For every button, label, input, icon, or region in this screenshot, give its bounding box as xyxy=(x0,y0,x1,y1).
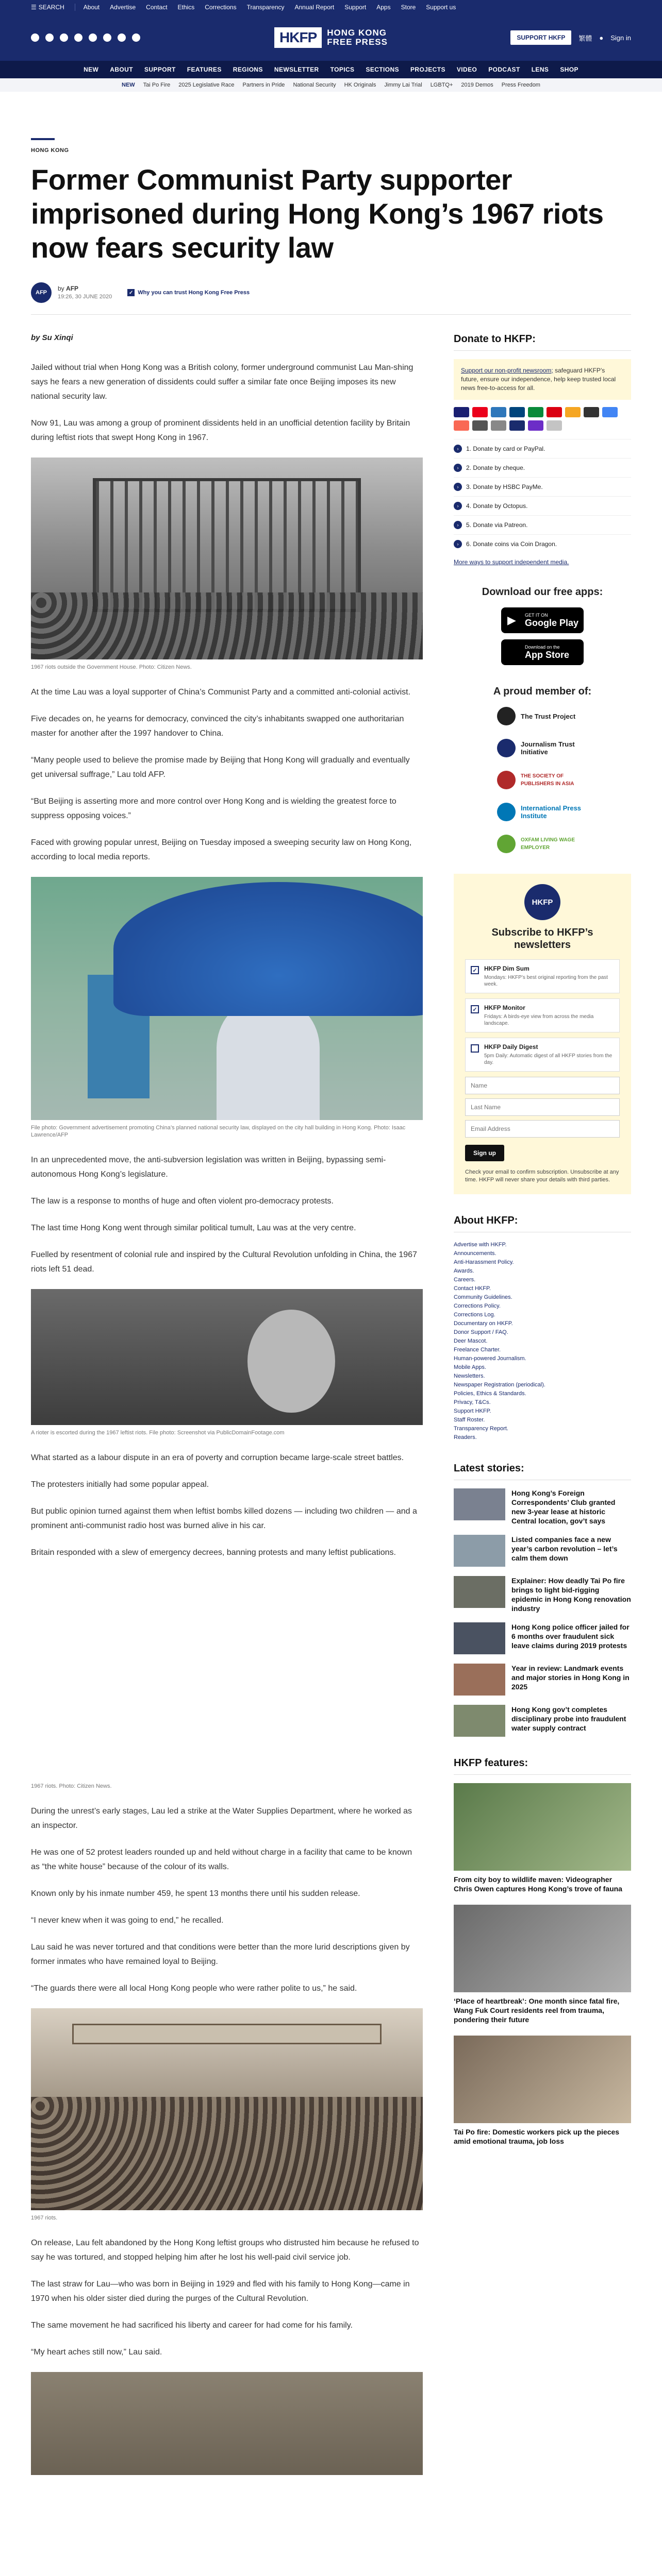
arrow-right-icon: › xyxy=(454,445,462,453)
about-link[interactable]: Transparency Report. xyxy=(454,1426,508,1432)
donate-title: Donate to HKFP: xyxy=(454,333,631,351)
rioter-escorted-photo xyxy=(31,1289,423,1425)
latest-story[interactable]: Hong Kong gov’t completes disciplinary probe into fraudulent water supply contract xyxy=(454,1705,631,1737)
features-widget xyxy=(454,1757,631,2146)
arrow-right-icon: › xyxy=(454,483,462,491)
twitter-icon[interactable] xyxy=(45,33,54,42)
nav-item-sections[interactable]: SECTIONS xyxy=(366,66,399,73)
story-thumbnail xyxy=(454,1576,505,1608)
topbar-link-contact[interactable]: Contact xyxy=(146,4,168,11)
donate-option[interactable]: › 5. Donate via Patreon. xyxy=(454,515,631,534)
apple-pay-icon xyxy=(584,407,599,417)
feature-story[interactable]: From city boy to wildlife maven: Videographer Chris Owen captures Hong Kong’s trove of fauna xyxy=(454,1783,631,1893)
figure xyxy=(31,877,423,1139)
topbar-link-about[interactable]: About xyxy=(83,4,100,11)
nav-item-regions[interactable]: REGIONS xyxy=(233,66,263,73)
photo-caption: 1967 riots. Photo: Citizen News. xyxy=(31,1783,112,1789)
newsletter-option-monitor[interactable]: ✓ HKFP Monitor Fridays: A birds-eye view from across the media landscape. xyxy=(465,998,620,1032)
language-switch[interactable]: 繁體 xyxy=(578,34,592,42)
paragraph: “I never knew when it was going to end,” he recalled. xyxy=(31,1916,224,1925)
newsletter-option-dim-sum[interactable]: ✓ HKFP Dim Sum Mondays: HKFP’s best original reporting from the past week. xyxy=(465,959,620,993)
figure xyxy=(31,2008,423,2222)
donate-options xyxy=(454,439,631,553)
subnav-item[interactable]: Tai Po Fire xyxy=(143,82,171,88)
trust-project-logo[interactable]: The Trust Project xyxy=(454,707,631,725)
nav-item-shop[interactable]: SHOP xyxy=(560,66,578,73)
about-link[interactable]: Anti-Harassment Policy. xyxy=(454,1259,514,1265)
patreon-icon xyxy=(454,420,469,431)
play-icon: ▶ xyxy=(507,614,516,626)
paragraph: At the time Lau was a loyal supporter of China’s Communist Party and a committed anti-colonial activist. xyxy=(31,688,411,697)
trust-link[interactable]: ✓ Why you can trust Hong Kong Free Press xyxy=(127,289,250,296)
topbar-link-advertise[interactable]: Advertise xyxy=(110,4,136,11)
site-logo[interactable] xyxy=(274,27,388,48)
paypal-icon xyxy=(509,407,525,417)
search-link[interactable]: ☰ SEARCH xyxy=(31,4,64,11)
newsletter-title: Subscribe to HKFP’s newsletters xyxy=(491,927,593,951)
membership-widget xyxy=(454,686,631,853)
subnav-item[interactable]: 2019 Demos xyxy=(461,82,493,88)
photo-caption: A rioter is escorted during the 1967 leftist riots. File photo: Screenshot via PublicDomainFootage.com xyxy=(31,1430,285,1436)
nav-item-projects[interactable]: PROJECTS xyxy=(410,66,445,73)
latest-story[interactable]: Hong Kong’s Foreign Correspondents’ Club granted new 3-year lease at historic Central location, gov’t says xyxy=(454,1488,631,1526)
topbar-link-ethics[interactable]: Ethics xyxy=(177,4,195,11)
sopa-logo[interactable]: THE SOCIETY OF PUBLISHERS IN ASIA xyxy=(454,771,631,789)
donate-option[interactable]: › 6. Donate coins via Coin Dragon. xyxy=(454,534,631,553)
about-link[interactable]: Freelance Charter. xyxy=(454,1347,501,1353)
accent-rule xyxy=(31,138,55,140)
topbar-link-annual-report[interactable]: Annual Report xyxy=(294,4,335,11)
latest-story[interactable]: Hong Kong police officer jailed for 6 months over fraudulent sick leave claims during 2019 protests xyxy=(454,1622,631,1654)
checkbox-checked[interactable]: ✓ xyxy=(471,966,479,974)
instagram-icon[interactable] xyxy=(60,33,68,42)
about-link[interactable]: Newspaper Registration (periodical). xyxy=(454,1382,545,1388)
about-link[interactable]: Mobile Apps. xyxy=(454,1364,486,1370)
more-ways-link[interactable]: More ways to support independent media. xyxy=(454,558,569,566)
subnav-item[interactable]: Partners in Pride xyxy=(242,82,285,88)
donate-text: safeguard HKFP’s future, ensure our independence, help keep trusted local news free-to-access for all. xyxy=(461,367,616,392)
paragraph: During the unrest’s early stages, Lau led a strike at the Water Supplies Department, where he worked as an inspector. xyxy=(31,1807,412,1830)
amex-icon xyxy=(491,407,506,417)
jcb-icon xyxy=(528,407,543,417)
paragraph: Fuelled by resentment of colonial rule and inspired by the Cultural Revolution unfolding in China, the 1967 riots left 51 dead. xyxy=(31,1250,417,1274)
nav-item-about[interactable]: ABOUT xyxy=(110,66,133,73)
unionpay-icon xyxy=(528,420,543,431)
author-line: by Su Xinqi xyxy=(31,333,73,342)
publish-date: 19:26, 30 JUNE 2020 xyxy=(58,294,112,300)
about-link[interactable]: Corrections Log. xyxy=(454,1312,495,1318)
cheque-icon xyxy=(472,420,488,431)
donate-option[interactable]: › 4. Donate by Octopus. xyxy=(454,496,631,515)
article-header xyxy=(0,138,662,303)
subnav-item[interactable]: 2025 Legislative Race xyxy=(178,82,235,88)
about-title: About HKFP: xyxy=(454,1215,631,1232)
paragraph: The last time Hong Kong went through similar political tumult, Lau was at the very centre. xyxy=(31,1224,356,1232)
about-widget xyxy=(454,1215,631,1442)
riot-crowd-photo xyxy=(31,2008,423,2210)
jti-logo[interactable]: Journalism Trust Initiative xyxy=(454,739,631,757)
subnav-label-new: NEW xyxy=(122,82,135,88)
hsbc-icon xyxy=(547,407,562,417)
about-link[interactable]: Awards. xyxy=(454,1268,474,1274)
category-kicker[interactable]: HONG KONG xyxy=(31,147,69,154)
sign-in-link[interactable]: Sign in xyxy=(610,33,631,42)
about-link[interactable]: Careers. xyxy=(454,1277,476,1283)
donate-option[interactable]: › 2. Donate by cheque. xyxy=(454,458,631,477)
photo-caption: 1967 riots. xyxy=(31,2215,58,2221)
site-header xyxy=(0,14,662,61)
hkfp-logo: HKFP xyxy=(524,884,560,920)
member-title: A proud member of: xyxy=(493,686,592,697)
checkbox[interactable] xyxy=(471,1044,479,1053)
figure xyxy=(31,457,423,671)
ipi-logo[interactable]: International Press Institute xyxy=(454,803,631,821)
agency-name[interactable]: AFP xyxy=(66,285,79,292)
donate-option[interactable]: › 1. Donate by card or PayPal. xyxy=(454,439,631,458)
app-store-button[interactable]: Download on the App Store xyxy=(501,639,584,665)
topbar-link-apps[interactable]: Apps xyxy=(376,4,391,11)
about-link[interactable]: Readers. xyxy=(454,1434,477,1440)
photo-caption: File photo: Government advertisement promoting China’s planned national security law, displayed on the city hall building in Hong Kong. Photo: Isaac Lawrence/AFP xyxy=(31,1125,406,1138)
donate-option[interactable]: › 3. Donate by HSBC PayMe. xyxy=(454,477,631,496)
sub-nav xyxy=(0,78,662,92)
about-link[interactable]: Human-powered Journalism. xyxy=(454,1355,526,1362)
topbar-link-store[interactable]: Store xyxy=(401,4,416,11)
nav-item-support[interactable]: SUPPORT xyxy=(144,66,176,73)
email-field[interactable] xyxy=(465,1120,620,1138)
newsletter-note: Check your email to confirm subscription. Unsubscribe at any time. HKFP will never share your details with third parties. xyxy=(465,1169,619,1183)
nav-item-video[interactable]: VIDEO xyxy=(456,66,477,73)
paragraph: “The guards there were all local Hong Kong people who were rather polite to us,” he said. xyxy=(31,1984,357,1993)
feature-story[interactable]: ‘Place of heartbreak’: One month since fatal fire, Wang Fuk Court residents reel from trauma, pondering their future xyxy=(454,1905,631,2024)
donate-link[interactable]: Support our non-profit newsroom; xyxy=(461,367,553,374)
telegram-icon[interactable] xyxy=(89,33,97,42)
support-button[interactable]: SUPPORT HKFP xyxy=(510,30,571,45)
paragraph: “Many people used to believe the promise made by Beijing that Hong Kong will gradually and eventually get universal suffrage,” Lau told AFP. xyxy=(31,756,410,779)
by-label: by xyxy=(58,285,64,292)
story-thumbnail xyxy=(454,1622,505,1654)
google-pay-icon xyxy=(602,407,618,417)
card-icon xyxy=(547,420,562,431)
payment-icons xyxy=(454,407,631,431)
divider xyxy=(31,314,631,315)
oxfam-logo[interactable]: OXFAM LIVING WAGE EMPLOYER xyxy=(454,835,631,853)
latest-widget xyxy=(454,1463,631,1737)
article-body xyxy=(31,333,423,2489)
about-link[interactable]: Documentary on HKFP. xyxy=(454,1320,513,1327)
facebook-icon[interactable] xyxy=(31,33,39,42)
riot-photo-government-house xyxy=(31,457,423,659)
about-link[interactable]: Announcements. xyxy=(454,1250,496,1257)
nav-item-new[interactable]: NEW xyxy=(84,66,99,73)
arrow-right-icon: › xyxy=(454,464,462,472)
arrow-right-icon: › xyxy=(454,502,462,510)
story-thumbnail xyxy=(454,1705,505,1737)
mail-icon[interactable] xyxy=(132,33,140,42)
story-thumbnail xyxy=(454,1488,505,1520)
apps-widget xyxy=(454,586,631,665)
paragraph: On release, Lau felt abandoned by the Hong Kong leftist groups who distrusted him because he refused to say he was tortured, and stopped helping him after he lost his well-paid civil service job. xyxy=(31,2239,419,2262)
subnav-item[interactable]: Press Freedom xyxy=(501,82,540,88)
about-links xyxy=(454,1241,631,1442)
feature-image xyxy=(454,1783,631,1871)
octopus-icon xyxy=(565,407,581,417)
paragraph: The last straw for Lau—who was born in Beijing in 1929 and fled with his family to Hong Kong—came in 1970 when his older sister died during the purges of the Cultural Revolution. xyxy=(31,2280,410,2303)
paragraph: The law is a response to months of huge and often violent pro-democracy protests. xyxy=(31,1197,334,1206)
search-icon: ☰ xyxy=(31,4,37,11)
subnav-item[interactable]: Jimmy Lai Trial xyxy=(384,82,422,88)
figure xyxy=(31,1572,423,1790)
paragraph: Now 91, Lau was among a group of prominent dissidents held in an unofficial detention facility by Britain during leftist riots that swept Hong Kong in 1967. xyxy=(31,419,410,442)
paragraph: The same movement he had sacrificed his liberty and career for had come for his family. xyxy=(31,2321,353,2330)
logo-wordmark: HONG KONG FREE PRESS xyxy=(327,28,388,47)
logo-mark: HKFP xyxy=(274,27,322,48)
about-link[interactable]: Newsletters. xyxy=(454,1373,485,1379)
paragraph: But public opinion turned against them when leftist bombs killed dozens — including two children — and a prominent anti-communist radio host was burned alive in his car. xyxy=(31,1507,417,1530)
paragraph: “My heart aches still now,” Lau said. xyxy=(31,2348,162,2357)
newsletter-option-daily-digest[interactable]: HKFP Daily Digest 5pm Daily: Automatic digest of all HKFP stories from the day. xyxy=(465,1038,620,1072)
latest-story[interactable]: Explainer: How deadly Tai Po fire brings to light bid-rigging epidemic in Hong Kong renovation industry xyxy=(454,1576,631,1613)
paragraph: Lau said he was never tortured and that conditions were better than the more lurid descriptions given by former inmates who have remained loyal to Beijing. xyxy=(31,1943,410,1966)
nav-item-lens[interactable]: LENS xyxy=(531,66,549,73)
figure xyxy=(31,2372,423,2475)
latest-story[interactable]: Year in review: Landmark events and major stories in Hong Kong in 2025 xyxy=(454,1664,631,1696)
nav-item-topics[interactable]: TOPICS xyxy=(330,66,355,73)
feature-story[interactable]: Tai Po fire: Domestic workers pick up the pieces amid emotional trauma, job loss xyxy=(454,2036,631,2146)
embedded-media-placeholder xyxy=(31,1572,423,1778)
about-link[interactable]: Advertise with HKFP. xyxy=(454,1242,507,1248)
nav-item-podcast[interactable]: PODCAST xyxy=(488,66,520,73)
subnav-item[interactable]: LGBTQ+ xyxy=(430,82,453,88)
about-link[interactable]: Support HKFP. xyxy=(454,1408,491,1414)
checkbox-checked[interactable]: ✓ xyxy=(471,1005,479,1013)
paragraph: Jailed without trial when Hong Kong was a British colony, former underground communist Lau Man-shing says he fears a new generation of dissidents could suffer a similar fate once Beijing imposes its new national security law. xyxy=(31,363,413,401)
about-link[interactable]: Donor Support / FAQ. xyxy=(454,1329,508,1335)
topbar-link-transparency[interactable]: Transparency xyxy=(246,4,285,11)
paragraph: Known only by his inmate number 459, he spent 13 months there until his sudden release. xyxy=(31,1889,360,1898)
bank-icon xyxy=(509,420,525,431)
visa-icon xyxy=(454,407,469,417)
sidebar xyxy=(454,333,631,2489)
about-link[interactable]: Staff Roster. xyxy=(454,1417,485,1423)
last-name-field[interactable] xyxy=(465,1098,620,1116)
first-name-field[interactable] xyxy=(465,1077,620,1094)
linkedin-icon[interactable] xyxy=(103,33,111,42)
paragraph: Faced with growing popular unrest, Beijing on Tuesday imposed a sweeping security law on Hong Kong, according to local media reports. xyxy=(31,838,412,861)
security-law-ad-photo xyxy=(31,877,423,1120)
about-link[interactable]: Policies, Ethics & Standards. xyxy=(454,1391,526,1397)
about-link[interactable]: Corrections Policy. xyxy=(454,1303,501,1309)
photo-caption: 1967 riots outside the Government House. Photo: Citizen News. xyxy=(31,664,192,670)
main-nav xyxy=(0,61,662,78)
paragraph: “But Beijing is asserting more and more control over Hong Kong and is wielding the greatest force to suppress opposing voices.” xyxy=(31,797,396,820)
google-play-button[interactable]: ▶ GET IT ON Google Play xyxy=(501,607,584,633)
paragraph: What started as a labour dispute in an era of poverty and corruption became large-scale street battles. xyxy=(31,1453,404,1462)
check-icon: ✓ xyxy=(127,289,135,296)
subnav-item[interactable]: HK Originals xyxy=(344,82,376,88)
paragraph: In an unprecedented move, the anti-subversion legislation was written in Beijing, bypassing semi-autonomous Hong Kong’s legislature. xyxy=(31,1156,386,1179)
paragraph: The protesters initially had some popular appeal. xyxy=(31,1480,209,1489)
avatar: AFP xyxy=(31,282,52,303)
story-thumbnail xyxy=(454,1535,505,1567)
utility-bar xyxy=(0,0,662,14)
feature-image xyxy=(454,1905,631,1992)
about-link[interactable]: Contact HKFP. xyxy=(454,1285,491,1292)
byline xyxy=(31,282,631,303)
figure xyxy=(31,1289,423,1436)
story-thumbnail xyxy=(454,1664,505,1696)
features-title: HKFP features: xyxy=(454,1757,631,1775)
youtube-icon[interactable] xyxy=(74,33,82,42)
nav-item-newsletter[interactable]: NEWSLETTER xyxy=(274,66,319,73)
propaganda-poster-photo xyxy=(31,2372,423,2475)
apps-title: Download our free apps: xyxy=(482,586,603,598)
mastercard-icon xyxy=(472,407,488,417)
topbar-link-support[interactable]: Support xyxy=(344,4,367,11)
topbar-link-support-us[interactable]: Support us xyxy=(426,4,456,11)
sign-up-button[interactable]: Sign up xyxy=(465,1145,504,1161)
about-link[interactable]: Privacy, T&Cs. xyxy=(454,1399,491,1405)
latest-title: Latest stories: xyxy=(454,1463,631,1480)
paragraph: Five decades on, he yearns for democracy, convinced the city’s inhabitants swapped one authoritarian master for another after the 1997 handover to China. xyxy=(31,715,404,738)
subnav-item[interactable]: National Security xyxy=(293,82,336,88)
social-links xyxy=(31,33,140,42)
newsletter-widget xyxy=(454,874,631,1194)
paragraph: He was one of 52 protest leaders rounded up and held without charge in a facility that came to be known as “the white house” because of the colour of its walls. xyxy=(31,1848,412,1871)
about-link[interactable]: Deer Mascot. xyxy=(454,1338,488,1344)
topbar-link-corrections[interactable]: Corrections xyxy=(205,4,237,11)
about-link[interactable]: Community Guidelines. xyxy=(454,1294,512,1300)
paragraph: Britain responded with a slew of emergency decrees, banning protests and many leftist publications. xyxy=(31,1548,396,1557)
arrow-right-icon: › xyxy=(454,540,462,548)
latest-story[interactable]: Listed companies face a new year’s carbon revolution – let’s calm them down xyxy=(454,1535,631,1567)
user-icon[interactable]: ● xyxy=(599,33,604,42)
article-headline: Former Communist Party supporter imprisoned during Hong Kong’s 1967 riots now fears security law xyxy=(31,163,604,264)
arrow-right-icon: › xyxy=(454,521,462,529)
nav-item-features[interactable]: FEATURES xyxy=(187,66,222,73)
coin-icon xyxy=(491,420,506,431)
rss-icon[interactable] xyxy=(118,33,126,42)
donate-widget xyxy=(454,333,631,566)
feature-image xyxy=(454,2036,631,2123)
